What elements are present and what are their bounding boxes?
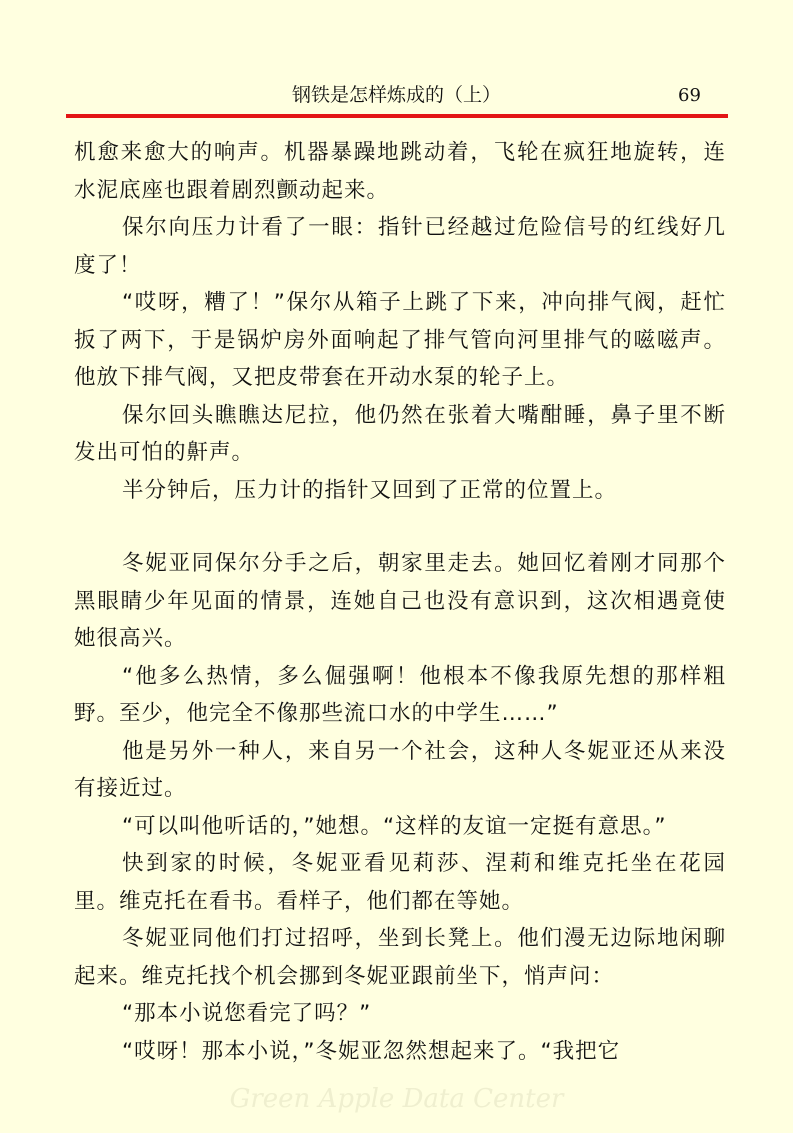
paragraph: 冬妮亚同保尔分手之后，朝家里走去。她回忆着刚才同那个黑眼睛少年见面的情景，连她自己也没有意识到，这次相遇竟使她很高兴。	[74, 551, 726, 651]
paragraph: 保尔向压力计看了一眼：指针已经越过危险信号的红线好几度了！	[74, 215, 726, 278]
header-divider	[66, 114, 728, 118]
paragraph: “哎呀，糟了！”保尔从箱子上跳了下来，冲向排气阀，赶忙扳了两下，于是锅炉房外面响起了排气管向河里排气的嗞嗞声。他放下排气阀，又把皮带套在开动水泵的轮子上。	[74, 290, 726, 390]
paragraph: 保尔回头瞧瞧达尼拉，他仍然在张着大嘴酣睡，鼻子里不断发出可怕的鼾声。	[74, 402, 726, 465]
paragraph: 快到家的时候，冬妮亚看见莉莎、涅莉和维克托坐在花园里。维克托在看书。看样子，他们都在等她。	[74, 851, 726, 914]
paragraph: “他多么热情，多么倔强啊！他根本不像我原先想的那样粗野。至少，他完全不像那些流口水的中学生……”	[74, 663, 726, 726]
paragraph: “哎呀！那本小说，”冬妮亚忽然想起来了。“我把它	[122, 1038, 621, 1064]
paragraph: 机愈来愈大的响声。机器暴躁地跳动着，飞轮在疯狂地旋转，连水泥底座也跟着剧烈颤动起来。	[74, 140, 726, 203]
paragraph: 冬妮亚同他们打过招呼，坐到长凳上。他们漫无边际地闲聊起来。维克托找个机会挪到冬妮亚跟前坐下，悄声问：	[74, 926, 726, 989]
paragraph: 半分钟后，压力计的指针又回到了正常的位置上。	[122, 477, 618, 503]
watermark: Green Apple Data Center	[229, 1084, 564, 1114]
paragraph: “那本小说您看完了吗？”	[122, 1001, 372, 1026]
page-header-title: 钢铁是怎样炼成的（上）	[291, 84, 501, 106]
paragraph: 他是另外一种人，来自另一个社会，这种人冬妮亚还从来没有接近过。	[74, 738, 726, 801]
section-break	[74, 509, 726, 545]
paragraph: “可以叫他听话的，”她想。“这样的友谊一定挺有意思。”	[122, 813, 667, 839]
page-number: 69	[678, 85, 701, 106]
body-text	[74, 134, 726, 1070]
